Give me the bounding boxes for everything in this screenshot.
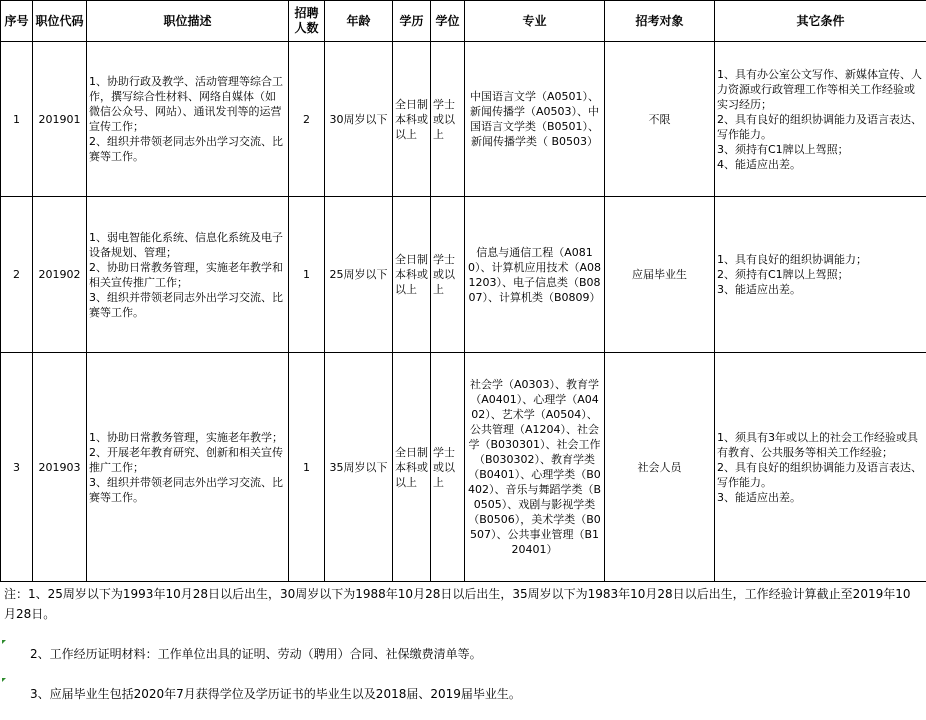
cell-count: 2 [289,42,325,197]
cell-education: 全日制本科或以上 [393,197,431,353]
cell-major: 中国语言文学（A0501）、新闻传播学（A0503）、中国语言文学类（B0501）、新闻传播学类（ B0503） [465,42,605,197]
table-header-row [1,1,926,42]
cell-seq: 1 [1,42,33,197]
header-target: 招考对象 [605,1,715,42]
cell-major: 社会学（A0303）、教育学（A0401）、心理学（A0402）、艺术学（A0504）、公共管理（A1204）、社会学（B030301）、社会工作（B030302）、教育学类（B0401）、心理学类（B0402）、音乐与舞蹈学类（B0505）、戏剧与影视学类（B0506），美术学类（B0507）、公共事业管理（B120401） [465,353,605,582]
cell-count: 1 [289,353,325,582]
cell-other: 1、具有办公室公文写作、新媒体宣传、人力资源或行政管理工作等相关工作经验或实习经历； 2、具有良好的组织协调能力及语言表达、写作能力。 3、须持有C1牌以上驾照； 4、能适应出差。 [715,42,926,197]
cell-seq: 2 [1,197,33,353]
table-row [1,42,926,197]
cell-degree: 学士或以上 [431,353,465,582]
header-count: 招聘人数 [289,1,325,42]
cell-major: 信息与通信工程（A0810）、计算机应用技术（A081203）、电子信息类（B0807）、计算机类（B0809） [465,197,605,353]
cell-description: 1、协助行政及教学、活动管理等综合工作，撰写综合性材料、网络自媒体（如微信公众号、网站）、通讯发刊等的运营宣传工作； 2、组织并带领老同志外出学习交流、比赛等工作。 [87,42,289,197]
table-row [1,353,926,582]
cell-target: 应届毕业生 [605,197,715,353]
cell-code: 201901 [33,42,87,197]
cell-code: 201903 [33,353,87,582]
cell-age: 35周岁以下 [325,353,393,582]
cell-marker-icon [2,678,6,682]
table-row [1,197,926,353]
cell-age: 30周岁以下 [325,42,393,197]
cell-count: 1 [289,197,325,353]
header-other: 其它条件 [715,1,926,42]
note-2: 2、工作经历证明材料：工作单位出具的证明、劳动（聘用）合同、社保缴费清单等。 [30,647,482,661]
cell-target: 不限 [605,42,715,197]
cell-other: 1、具有良好的组织协调能力； 2、须持有C1牌以上驾照； 3、能适应出差。 [715,197,926,353]
cell-seq: 3 [1,353,33,582]
header-description: 职位描述 [87,1,289,42]
header-degree: 学位 [431,1,465,42]
cell-degree: 学士或以上 [431,197,465,353]
cell-description: 1、协助日常教务管理，实施老年教学； 2、开展老年教育研究、创新和相关宣传推广工作； 3、组织并带领老同志外出学习交流、比赛等工作。 [87,353,289,582]
cell-other: 1、须具有3年或以上的社会工作经验或具有教育、公共服务等相关工作经验； 2、具有良好的组织协调能力及语言表达、写作能力。 3、能适应出差。 [715,353,926,582]
header-education: 学历 [393,1,431,42]
cell-marker-icon [2,640,6,644]
cell-code: 201902 [33,197,87,353]
cell-age: 25周岁以下 [325,197,393,353]
cell-education: 全日制本科或以上 [393,353,431,582]
cell-description: 1、弱电智能化系统、信息化系统及电子设备规划、管理； 2、协助日常教务管理，实施老年教学和相关宣传推广工作； 3、组织并带领老同志外出学习交流、比赛等工作。 [87,197,289,353]
header-seq: 序号 [1,1,33,42]
note-1: 注：1、25周岁以下为1993年10月28日以后出生，30周岁以下为1988年10月28日以后出生，35周岁以下为1983年10月28日以后出生，工作经验计算截止至2019年10月28日。 [4,587,911,621]
cell-target: 社会人员 [605,353,715,582]
note-3: 3、应届毕业生包括2020年7月获得学位及学历证书的毕业生以及2018届、2019届毕业生。 [30,687,521,701]
cell-degree: 学士或以上 [431,42,465,197]
header-code: 职位代码 [33,1,87,42]
header-age: 年龄 [325,1,393,42]
header-major: 专业 [465,1,605,42]
cell-education: 全日制本科或以上 [393,42,431,197]
